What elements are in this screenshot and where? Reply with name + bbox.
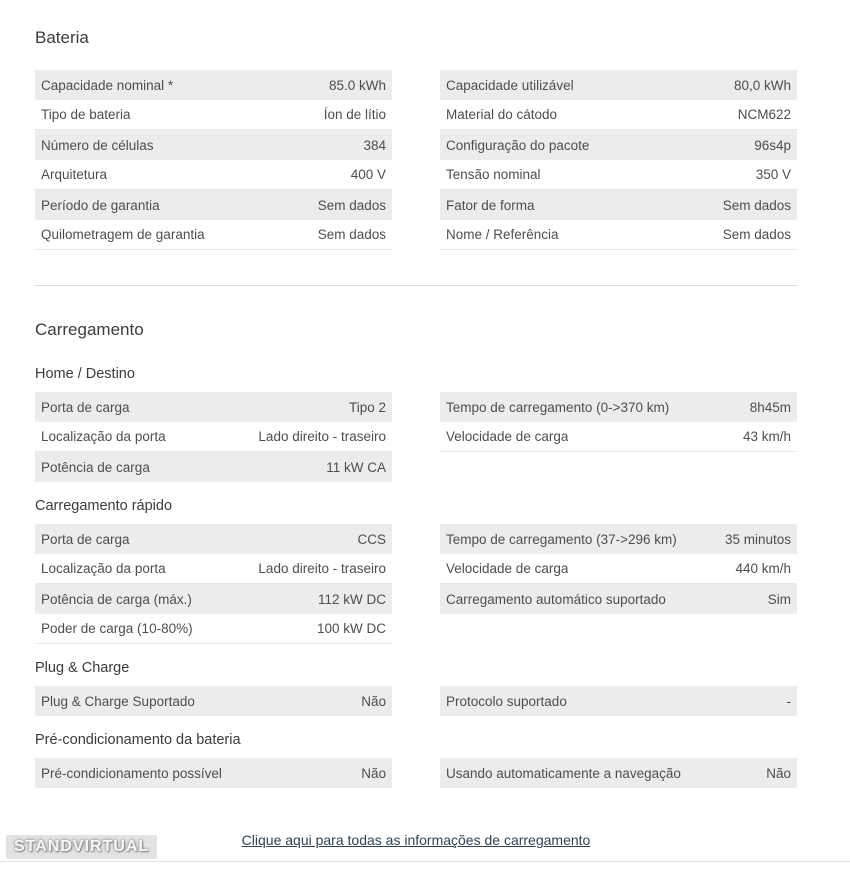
- spec-label: Poder de carga (10-80%): [41, 621, 193, 636]
- spec-row: [440, 584, 797, 614]
- spec-label: Período de garantia: [41, 197, 160, 213]
- pre-cond-right-table: [440, 758, 797, 788]
- spec-label: Material do cátodo: [446, 107, 558, 122]
- bateria-left-table: [35, 70, 392, 250]
- spec-label: Carregamento automático suportado: [446, 591, 666, 607]
- spec-row: [440, 160, 797, 190]
- spec-value: NCM622: [737, 107, 791, 122]
- spec-value: 35 minutos: [724, 531, 791, 547]
- plug-charge-left-table: [35, 686, 392, 716]
- spec-row: [35, 758, 392, 788]
- spec-label: Potência de carga (máx.): [41, 591, 192, 607]
- spec-label: Tensão nominal: [446, 167, 541, 182]
- spec-row: [35, 524, 392, 554]
- plug-charge-tables: [35, 686, 797, 716]
- spec-row: [440, 100, 797, 130]
- spec-value: Sem dados: [317, 227, 386, 242]
- spec-row: [440, 422, 797, 452]
- all-charging-info-link[interactable]: Clique aqui para todas as informações de carregamento: [241, 832, 591, 848]
- spec-value: Sim: [767, 591, 791, 607]
- spec-row: [35, 220, 392, 250]
- spec-value: Não: [361, 693, 386, 709]
- spec-value: Sem dados: [722, 197, 791, 213]
- spec-row: [35, 422, 392, 452]
- spec-value: 8h45m: [749, 399, 791, 415]
- section-divider: [35, 285, 797, 286]
- subheading-home-destino: Home / Destino: [35, 366, 135, 382]
- spec-row: [35, 686, 392, 716]
- spec-row: [440, 554, 797, 584]
- spec-label: Nome / Referência: [446, 227, 559, 242]
- home-right-table: [440, 392, 797, 452]
- spec-label: Potência de carga: [41, 459, 150, 475]
- spec-value: 440 km/h: [735, 561, 791, 576]
- spec-row: [35, 160, 392, 190]
- bateria-tables: [35, 70, 797, 250]
- spec-row: [35, 614, 392, 644]
- standvirtual-watermark: STANDVIRTUAL: [6, 835, 157, 859]
- spec-value: Tipo 2: [348, 399, 386, 415]
- spec-row: [35, 584, 392, 614]
- spec-label: Protocolo suportado: [446, 693, 567, 709]
- spec-label: Capacidade nominal *: [41, 77, 174, 93]
- spec-row: [440, 524, 797, 554]
- spec-value: 400 V: [350, 167, 386, 182]
- spec-label: Capacidade utilizável: [446, 77, 574, 93]
- home-left-table: [35, 392, 392, 482]
- spec-label: Porta de carga: [41, 531, 130, 547]
- spec-value: 43 km/h: [742, 429, 791, 444]
- spec-row: [35, 452, 392, 482]
- spec-value: Sem dados: [317, 197, 386, 213]
- spec-row: [35, 554, 392, 584]
- spec-label: Quilometragem de garantia: [41, 227, 205, 242]
- spec-label: Número de células: [41, 137, 154, 153]
- subheading-pre-condicionamento: Pré-condicionamento da bateria: [35, 732, 241, 748]
- subheading-carregamento-rapido: Carregamento rápido: [35, 498, 173, 514]
- rapido-left-table: [35, 524, 392, 644]
- spec-value: Lado direito - traseiro: [258, 429, 386, 444]
- spec-value: 100 kW DC: [316, 621, 386, 636]
- spec-label: Tipo de bateria: [41, 107, 131, 122]
- spec-value: 112 kW DC: [317, 591, 386, 607]
- spec-label: Fator de forma: [446, 197, 535, 213]
- spec-label: Localização da porta: [41, 429, 166, 444]
- bottom-divider: [0, 861, 850, 862]
- spec-value: Íon de lítio: [323, 107, 386, 122]
- spec-label: Tempo de carregamento (0->370 km): [446, 399, 670, 415]
- spec-row: [35, 100, 392, 130]
- spec-label: Pré-condicionamento possível: [41, 765, 222, 781]
- spec-value: Não: [361, 765, 386, 781]
- spec-row: [440, 190, 797, 220]
- spec-label: Tempo de carregamento (37->296 km): [446, 531, 677, 547]
- section-title-carregamento: Carregamento: [35, 320, 144, 339]
- spec-value: 11 kW CA: [326, 459, 386, 475]
- rapido-right-table: [440, 524, 797, 614]
- spec-value: 80,0 kWh: [733, 77, 791, 93]
- spec-label: Velocidade de carga: [446, 561, 569, 576]
- spec-row: [35, 392, 392, 422]
- pre-cond-tables: [35, 758, 797, 788]
- spec-value: 350 V: [755, 167, 791, 182]
- spec-value: 85.0 kWh: [328, 77, 386, 93]
- spec-value: 96s4p: [754, 137, 791, 153]
- spec-value: Não: [766, 765, 791, 781]
- spec-value: -: [786, 693, 791, 709]
- section-title-bateria: Bateria: [35, 28, 89, 47]
- spec-row: [35, 70, 392, 100]
- spec-label: Configuração do pacote: [446, 137, 590, 153]
- spec-label: Arquitetura: [41, 167, 108, 182]
- plug-charge-right-table: [440, 686, 797, 716]
- spec-row: [440, 686, 797, 716]
- spec-label: Velocidade de carga: [446, 429, 569, 444]
- spec-label: Localização da porta: [41, 561, 166, 576]
- spec-label: Plug & Charge Suportado: [41, 693, 195, 709]
- spec-value: 384: [363, 137, 386, 153]
- spec-row: [440, 758, 797, 788]
- bateria-right-table: [440, 70, 797, 250]
- spec-label: Usando automaticamente a navegação: [446, 765, 681, 781]
- spec-label: Porta de carga: [41, 399, 130, 415]
- home-destino-tables: [35, 392, 797, 482]
- pre-cond-left-table: [35, 758, 392, 788]
- spec-row: [440, 70, 797, 100]
- spec-row: [440, 220, 797, 250]
- spec-row: [440, 392, 797, 422]
- spec-row: [35, 130, 392, 160]
- spec-value: CCS: [357, 531, 386, 547]
- spec-row: [35, 190, 392, 220]
- spec-value: Sem dados: [722, 227, 791, 242]
- spec-row: [440, 130, 797, 160]
- subheading-plug-charge: Plug & Charge: [35, 660, 130, 676]
- spec-value: Lado direito - traseiro: [258, 561, 386, 576]
- rapido-tables: [35, 524, 797, 644]
